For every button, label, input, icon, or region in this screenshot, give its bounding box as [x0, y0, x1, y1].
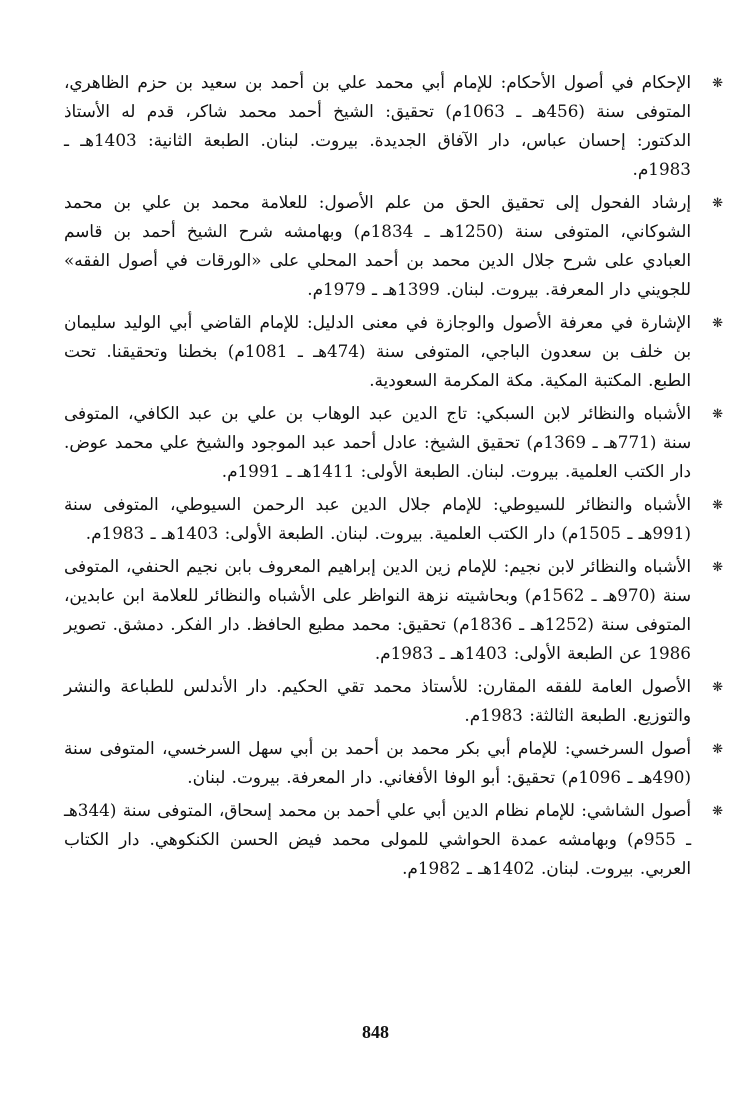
- bullet-star-icon: ❋: [712, 560, 723, 575]
- entry-text: الأشباه والنظائر لابن نجيم: للإمام زين الدين إبراهيم المعروف بابن نجيم الحنفي، المتوفى سنة (970هـ ـ 1562م) وبحاشيته نزهة النواظر على الأشباه والنظائر للعلامة ابن عابدين، المتوفى سنة (1252هـ ـ 1836م) تحقيق: محمد مطيع الحافظ. دار الفكر. دمشق. تصوير 1986 عن الطبعة الأولى: 1403هـ ـ 1983م.: [64, 556, 691, 663]
- bibliography-entry: [64, 552, 723, 668]
- bullet-star-icon: ❋: [712, 196, 723, 211]
- bibliography-entry: [64, 308, 723, 395]
- bullet-star-icon: ❋: [712, 498, 723, 513]
- bibliography-entry: [64, 399, 723, 486]
- bibliography-entry: [64, 734, 723, 792]
- entry-text: الإشارة في معرفة الأصول والوجازة في معنى الدليل: للإمام القاضي أبي الوليد سليمان بن خلف بن سعدون الباجي، المتوفى سنة (474هـ ـ 1081م) بخطنا وتحقيقنا. تحت الطبع. المكتبة المكية. مكة المكرمة السعودية.: [64, 312, 691, 390]
- bullet-star-icon: ❋: [712, 804, 723, 819]
- entry-text: أصول الشاشي: للإمام نظام الدين أبي علي أحمد بن محمد إسحاق، المتوفى سنة (344هـ ـ 955م) وبهامشه عمدة الحواشي للمولى محمد فيض الحسن الكنكوهي. دار الكتاب العربي. بيروت. لبنان. 1402هـ ـ 1982م.: [64, 800, 691, 878]
- entry-text: الأصول العامة للفقه المقارن: للأستاذ محمد تقي الحكيم. دار الأندلس للطباعة والنشر والتوزيع. الطبعة الثالثة: 1983م.: [64, 676, 691, 725]
- entry-text: الأشباه والنظائر لابن السبكي: تاج الدين عبد الوهاب بن علي بن عبد الكافي، المتوفى سنة (771هـ ـ 1369م) تحقيق الشيخ: عادل أحمد عبد الموجود والشيخ علي محمد عوض. دار الكتب العلمية. بيروت. لبنان. الطبعة الأولى: 1411هـ ـ 1991م.: [64, 403, 692, 481]
- bibliography-list: [64, 68, 723, 887]
- entry-text: إرشاد الفحول إلى تحقيق الحق من علم الأصول: للعلامة محمد بن علي بن محمد الشوكاني، المتوفى سنة (1250هـ ـ 1834م) وبهامشه شرح الشيخ أحمد بن قاسم العبادي على شرح جلال الدين محمد بن أحمد المحلي على «الورقات في أصول الفقه» للجويني دار المعرفة. بيروت. لبنان. 1399هـ ـ 1979م.: [64, 192, 691, 299]
- page-number: 848: [362, 1022, 389, 1042]
- bibliography-entry: [64, 490, 723, 548]
- bibliography-entry: [64, 188, 723, 304]
- bullet-star-icon: ❋: [712, 742, 723, 757]
- bullet-star-icon: ❋: [712, 680, 723, 695]
- bullet-star-icon: ❋: [712, 407, 723, 422]
- entry-text: الإحكام في أصول الأحكام: للإمام أبي محمد علي بن أحمد بن سعيد بن حزم الظاهري، المتوفى سنة (456هـ ـ 1063م) تحقيق: الشيخ أحمد محمد شاكر، قدم له الأستاذ الدكتور: إحسان عباس، دار الآفاق الجديدة. بيروت. لبنان. الطبعة الثانية: 1403هـ ـ 1983م.: [64, 72, 691, 179]
- bibliography-entry: [64, 796, 723, 883]
- bullet-star-icon: ❋: [712, 76, 723, 91]
- entry-text: أصول السرخسي: للإمام أبي بكر محمد بن أحمد بن أبي سهل السرخسي، المتوفى سنة (490هـ ـ 1096م) تحقيق: أبو الوفا الأفغاني. دار المعرفة. بيروت. لبنان.: [64, 738, 691, 787]
- entry-text: الأشباه والنظائر للسيوطي: للإمام جلال الدين عبد الرحمن السيوطي، المتوفى سنة (991هـ ـ 1505م) دار الكتب العلمية. بيروت. لبنان. الطبعة الأولى: 1403هـ ـ 1983م.: [64, 494, 691, 543]
- bibliography-entry: [64, 672, 723, 730]
- bibliography-entry: [64, 68, 723, 184]
- bullet-star-icon: ❋: [712, 316, 723, 331]
